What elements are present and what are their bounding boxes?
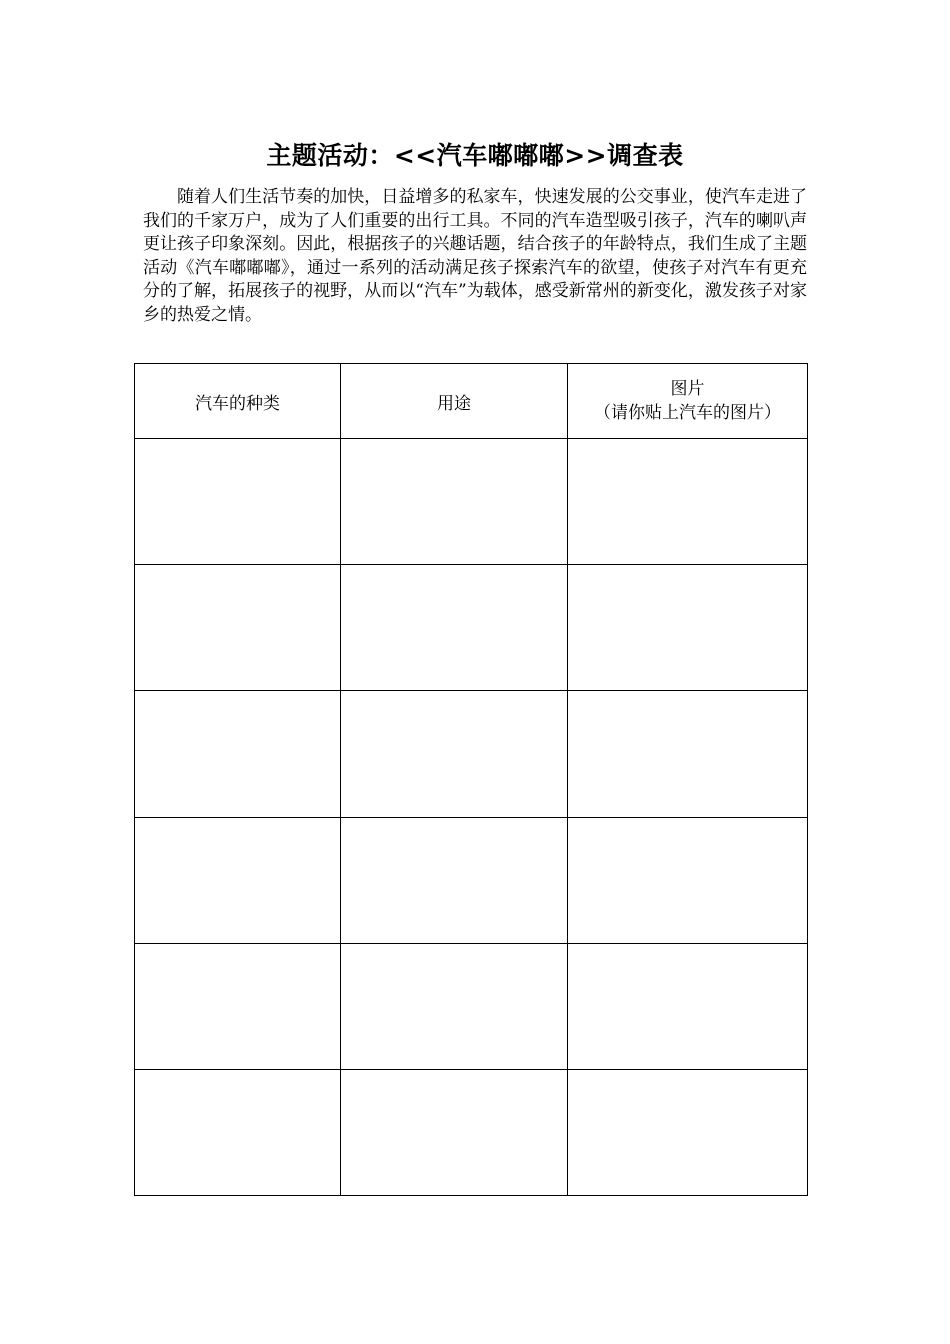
- table-row: [135, 1069, 808, 1195]
- cell-usage[interactable]: [341, 817, 568, 943]
- cell-car-type[interactable]: [135, 691, 341, 817]
- cell-picture[interactable]: [568, 691, 808, 817]
- cell-picture[interactable]: [568, 817, 808, 943]
- table-row: [135, 943, 808, 1069]
- table-header-row: [135, 364, 808, 439]
- table-row: [135, 691, 808, 817]
- cell-usage[interactable]: [341, 943, 568, 1069]
- header-picture-label: 图片: [670, 379, 705, 400]
- cell-car-type[interactable]: [135, 943, 341, 1069]
- survey-table: [134, 363, 808, 1196]
- table-row: [135, 439, 808, 565]
- cell-picture[interactable]: [568, 1069, 808, 1195]
- cell-picture[interactable]: [568, 565, 808, 691]
- document-title: 主题活动：<<汽车嘟嘟嘟>>调查表: [266, 141, 684, 170]
- cell-usage[interactable]: [341, 1069, 568, 1195]
- intro-paragraph: 随着人们生活节奏的加快，日益增多的私家车，快速发展的公交事业，使汽车走进了我们的千家万户，成为了人们重要的出行工具。不同的汽车造型吸引孩子，汽车的喇叭声更让孩子印象深刻。因此，根据孩子的兴趣话题，结合孩子的年龄特点，我们生成了主题活动《汽车嘟嘟嘟》，通过一系列的活动满足孩子探索汽车的欲望，使孩子对汽车有更充分的了解，拓展孩子的视野，从而以“汽车”为载体，感受新常州的新变化，激发孩子对家乡的热爱之情。: [143, 187, 807, 325]
- cell-car-type[interactable]: [135, 817, 341, 943]
- cell-usage[interactable]: [341, 565, 568, 691]
- table-row: [135, 817, 808, 943]
- table-row: [135, 565, 808, 691]
- cell-picture[interactable]: [568, 439, 808, 565]
- header-usage: 用途: [341, 364, 568, 439]
- header-car-type: 汽车的种类: [135, 364, 341, 439]
- header-picture: [568, 364, 808, 439]
- cell-car-type[interactable]: [135, 565, 341, 691]
- cell-car-type[interactable]: [135, 439, 341, 565]
- cell-picture[interactable]: [568, 943, 808, 1069]
- header-picture-note: （请你贴上汽车的图片）: [594, 403, 781, 424]
- cell-car-type[interactable]: [135, 1069, 341, 1195]
- cell-usage[interactable]: [341, 439, 568, 565]
- cell-usage[interactable]: [341, 691, 568, 817]
